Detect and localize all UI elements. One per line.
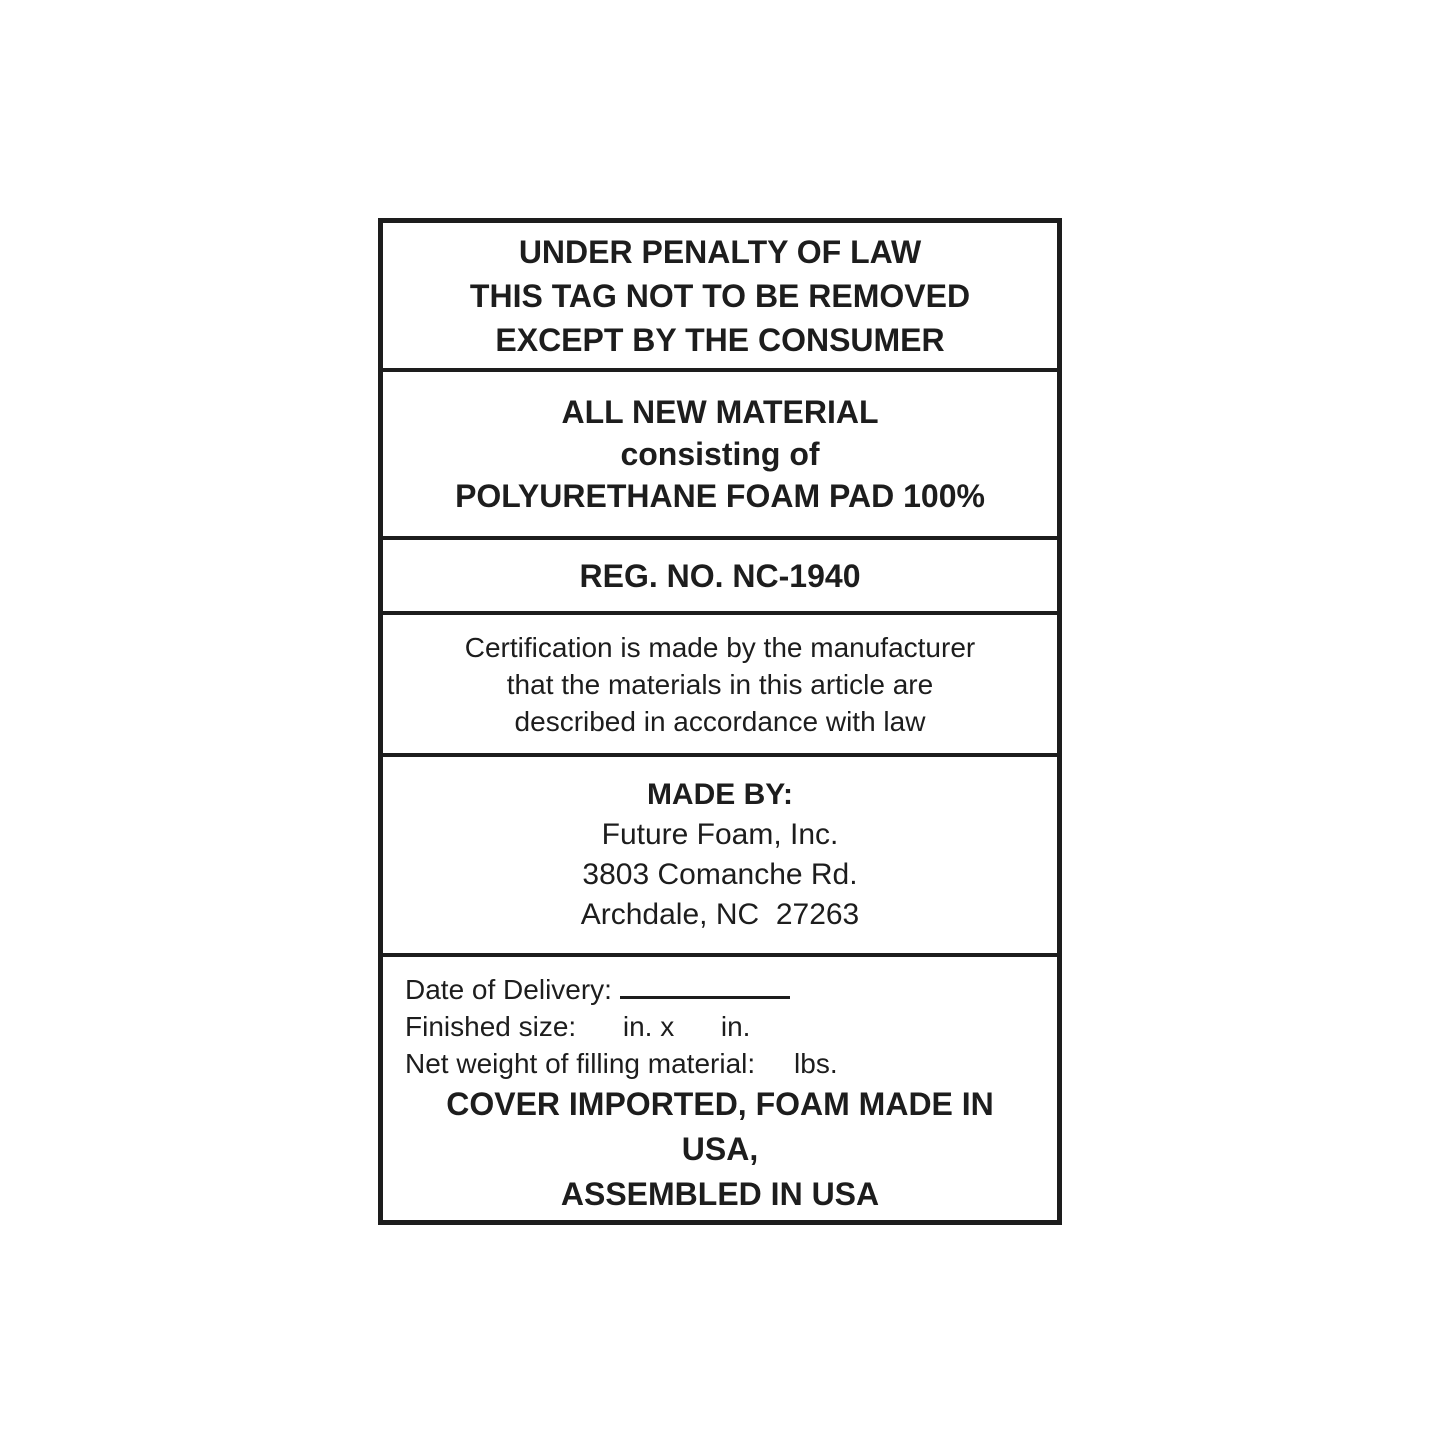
certification-line-2: that the materials in this article are [506,668,934,700]
made-by-city-state-zip: Archdale, NC 27263 [580,898,860,931]
material-section [383,372,1057,540]
date-of-delivery-blank [620,971,790,999]
net-weight-line: Net weight of filling material: lbs. [405,1048,838,1079]
penalty-notice-line-1: UNDER PENALTY OF LAW [518,233,922,270]
date-of-delivery-label: Date of Delivery: [405,974,620,1005]
penalty-notice-line-2: THIS TAG NOT TO BE REMOVED [469,277,971,314]
material-line-2: consisting of [620,436,820,472]
certification-line-1: Certification is made by the manufacturer [464,631,976,663]
penalty-notice-section [383,223,1057,372]
registration-number: REG. NO. NC-1940 [579,557,861,594]
registration-section [383,540,1057,615]
made-by-section [383,757,1057,957]
penalty-notice-line-3: EXCEPT BY THE CONSUMER [495,321,945,358]
law-label-tag [378,218,1062,1225]
made-by-street: 3803 Comanche Rd. [582,858,858,891]
finished-size-line: Finished size: in. x in. [405,1011,751,1042]
certification-section [383,615,1057,757]
material-line-1: ALL NEW MATERIAL [561,394,879,430]
date-of-delivery-line [405,971,1035,1008]
origin-line-1: COVER IMPORTED, FOAM MADE IN USA, [446,1086,1003,1167]
origin-statement [405,1082,1035,1217]
made-by-heading: MADE BY: [646,778,794,811]
certification-line-3: described in accordance with law [514,705,926,737]
origin-line-2: ASSEMBLED IN USA [560,1176,880,1212]
details-section [383,957,1057,1235]
made-by-company: Future Foam, Inc. [601,818,839,851]
material-line-3: POLYURETHANE FOAM PAD 100% [455,478,985,514]
